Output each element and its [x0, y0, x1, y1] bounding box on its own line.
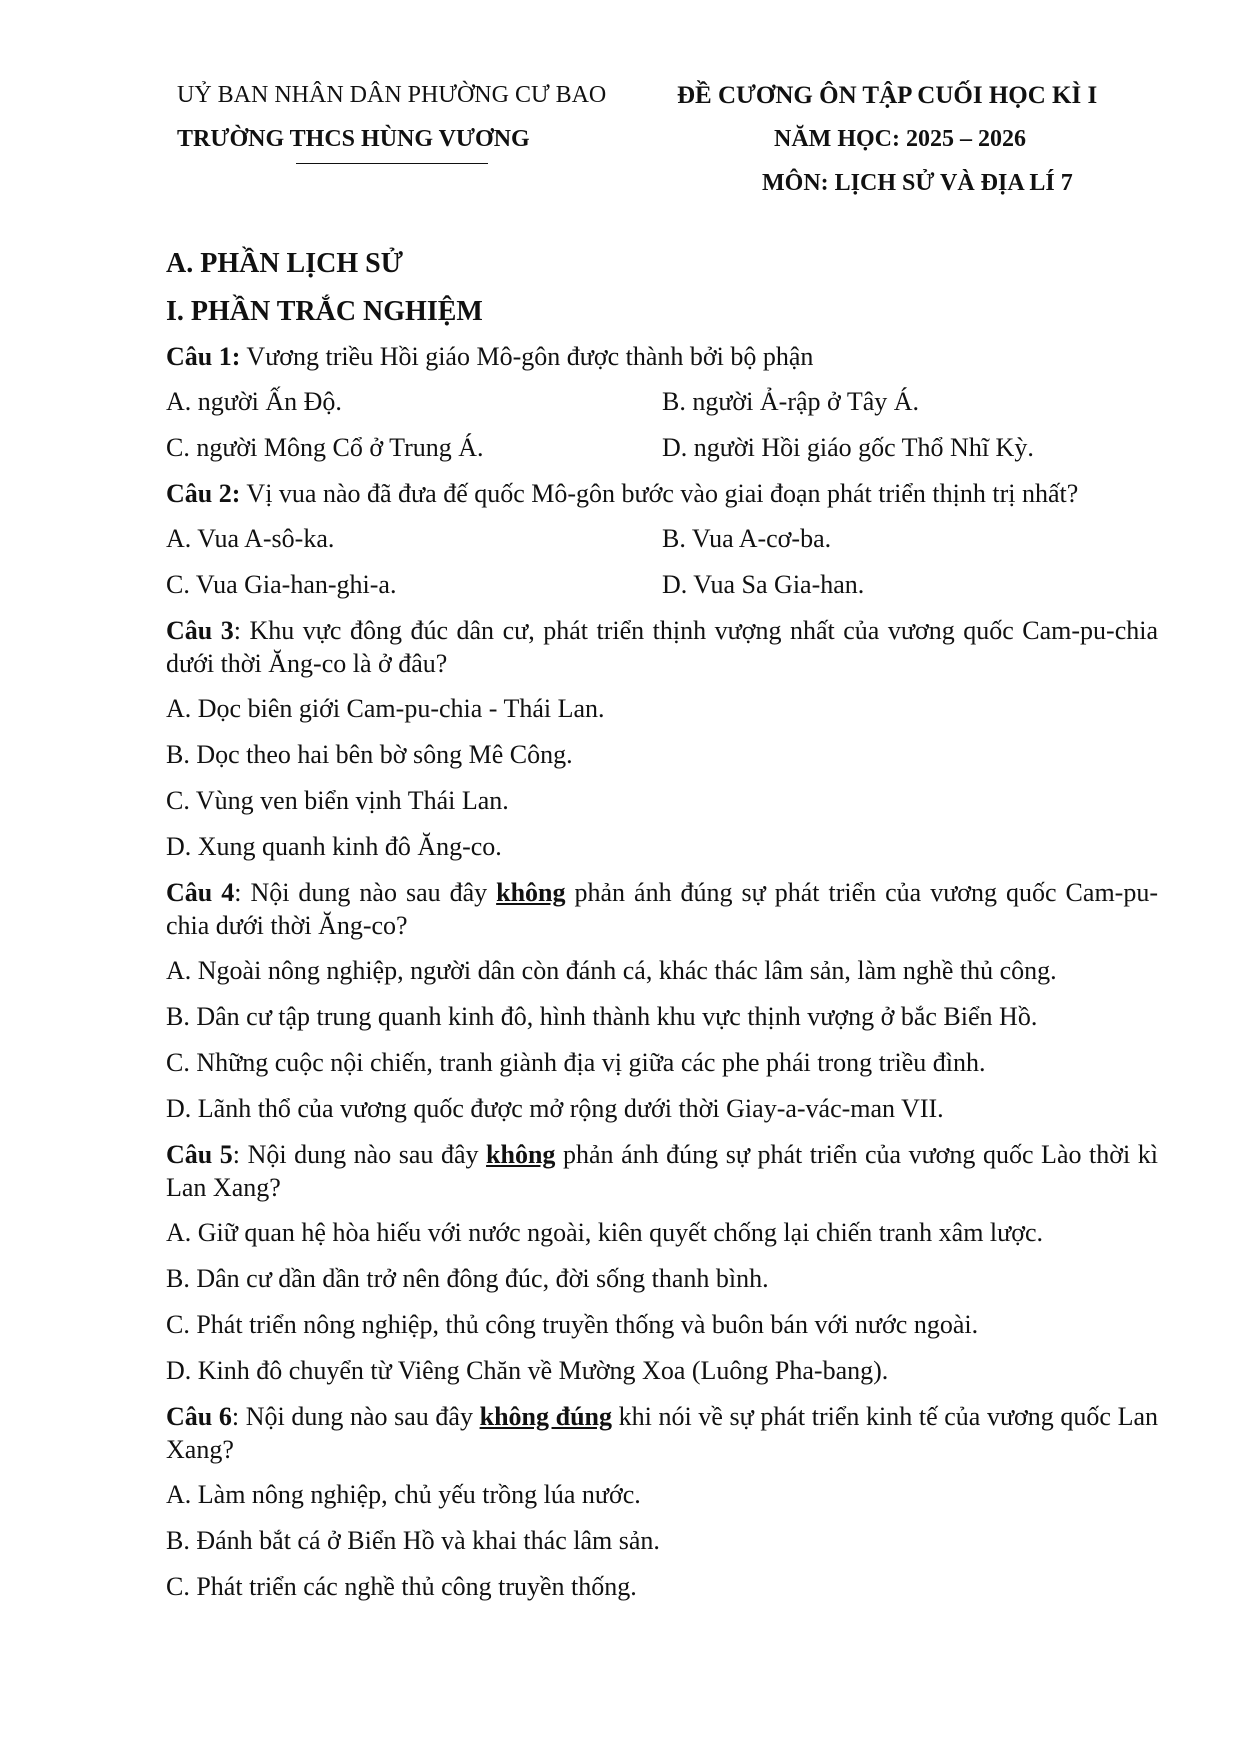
options-1: [166, 385, 1158, 477]
option-a: A. người Ấn Độ.: [166, 387, 342, 416]
school-year: NĂM HỌC: 2025 – 2026: [774, 126, 1026, 152]
section-heading-history: A. PHẦN LỊCH SỬ: [166, 248, 403, 279]
question-label: Câu 1:: [166, 342, 241, 371]
option-b: B. Vua A-cơ-ba.: [662, 524, 832, 553]
authority-name: UỶ BAN NHÂN DÂN PHƯỜNG CƯ BAO: [177, 82, 607, 108]
question-text-post: khi nói về sự phát triển kinh tế của vương quốc Lan Xang?: [166, 1402, 1158, 1464]
option-c: C. Vua Gia-han-ghi-a.: [166, 570, 397, 599]
question-1: [166, 340, 1158, 373]
option-c: C. người Mông Cổ ở Trung Á.: [166, 433, 484, 462]
options-2: [166, 522, 1158, 614]
option-a: A. Dọc biên giới Cam-pu-chia - Thái Lan.: [166, 694, 605, 723]
question-emphasis: không: [496, 878, 566, 907]
option-d: D. Xung quanh kinh đô Ăng-co.: [166, 832, 502, 861]
question-label: Câu 6: [166, 1402, 232, 1431]
option-d: D. Kinh đô chuyển từ Viêng Chăn về Mường Xoa (Luông Pha-bang).: [166, 1356, 889, 1385]
option-a: A. Giữ quan hệ hòa hiếu với nước ngoài, kiên quyết chống lại chiến tranh xâm lược.: [166, 1218, 1044, 1247]
question-4: [166, 876, 1158, 942]
school-underline: [296, 163, 488, 164]
document-title: ĐỀ CƯƠNG ÔN TẬP CUỐI HỌC KÌ I: [677, 82, 1098, 109]
question-3: [166, 614, 1158, 680]
question-text-pre: : Nội dung nào sau đây: [231, 1402, 480, 1431]
section-heading-multiple-choice: I. PHẦN TRẮC NGHIỆM: [166, 296, 483, 327]
question-text-post: phản ánh đúng sự phát triển của vương quốc Cam-pu-chia dưới thời Ăng-co?: [166, 878, 1158, 940]
option-d: D. người Hồi giáo gốc Thổ Nhĩ Kỳ.: [662, 433, 1034, 462]
question-text: Vị vua nào đã đưa đế quốc Mô-gôn bước vào giai đoạn phát triển thịnh trị nhất?: [240, 479, 1079, 508]
subject-line: MÔN: LỊCH SỬ VÀ ĐỊA LÍ 7: [762, 170, 1073, 196]
question-text: : Khu vực đông đúc dân cư, phát triển thịnh vượng nhất của vương quốc Cam-pu-chia dưới thời Ăng-co là ở đâu?: [166, 616, 1158, 678]
question-text-post: phản ánh đúng sự phát triển của vương quốc Lào thời kì Lan Xang?: [166, 1140, 1158, 1202]
option-b: B. Dân cư dần dần trở nên đông đúc, đời sống thanh bình.: [166, 1264, 769, 1293]
option-b: B. Dọc theo hai bên bờ sông Mê Công.: [166, 740, 573, 769]
question-emphasis: không: [486, 1140, 556, 1169]
option-d: D. Vua Sa Gia-han.: [662, 570, 865, 599]
document-body: [166, 246, 1158, 1616]
school-name: TRƯỜNG THCS HÙNG VƯƠNG: [177, 126, 530, 152]
option-b: B. người Ả-rập ở Tây Á.: [662, 387, 920, 416]
question-text-pre: : Nội dung nào sau đây: [232, 1140, 487, 1169]
option-b: B. Dân cư tập trung quanh kinh đô, hình thành khu vực thịnh vượng ở bắc Biển Hồ.: [166, 1002, 1038, 1031]
question-label: Câu 4: [166, 878, 235, 907]
option-d: D. Lãnh thổ của vương quốc được mở rộng dưới thời Giay-a-vác-man VII.: [166, 1094, 944, 1123]
option-c: C. Những cuộc nội chiến, tranh giành địa vị giữa các phe phái trong triều đình.: [166, 1048, 986, 1077]
question-label: Câu 2:: [166, 479, 241, 508]
option-c: C. Vùng ven biển vịnh Thái Lan.: [166, 786, 509, 815]
option-c: C. Phát triển nông nghiệp, thủ công truyền thống và buôn bán với nước ngoài.: [166, 1310, 979, 1339]
question-emphasis: không đúng: [479, 1402, 612, 1431]
option-c: C. Phát triển các nghề thủ công truyền thống.: [166, 1572, 637, 1601]
option-a: A. Vua A-sô-ka.: [166, 524, 335, 553]
option-b: B. Đánh bắt cá ở Biển Hồ và khai thác lâm sản.: [166, 1526, 660, 1555]
question-5: [166, 1138, 1158, 1204]
question-label: Câu 3: [166, 616, 234, 645]
question-text-pre: : Nội dung nào sau đây: [234, 878, 497, 907]
option-a: A. Làm nông nghiệp, chủ yếu trồng lúa nước.: [166, 1480, 641, 1509]
question-2: [166, 477, 1158, 510]
question-text: Vương triều Hồi giáo Mô-gôn được thành bởi bộ phận: [240, 342, 814, 371]
question-label: Câu 5: [166, 1140, 233, 1169]
question-6: [166, 1400, 1158, 1466]
option-a: A. Ngoài nông nghiệp, người dân còn đánh cá, khác thác lâm sản, làm nghề thủ công.: [166, 956, 1057, 985]
